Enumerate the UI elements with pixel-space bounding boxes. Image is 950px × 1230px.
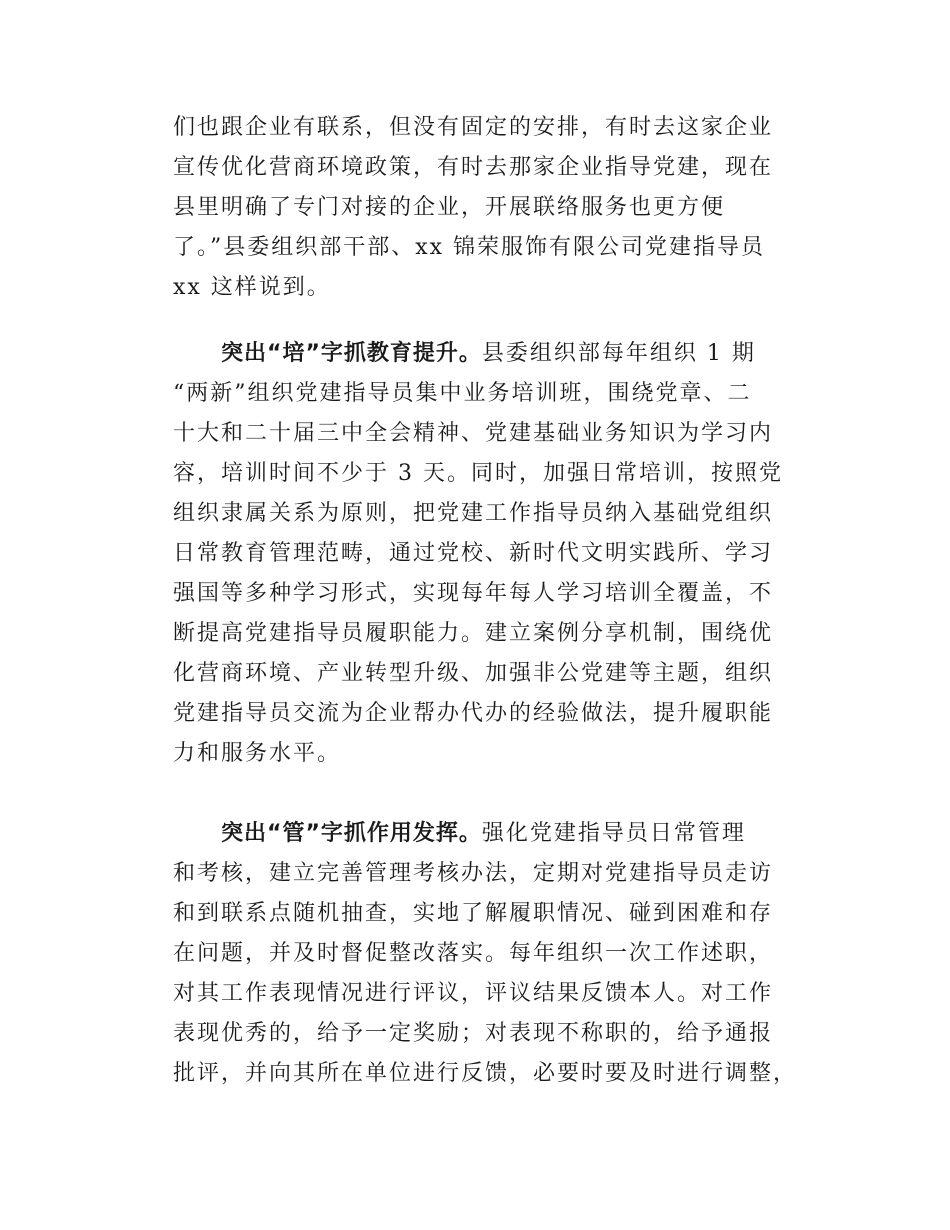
paragraph-lead-rest: 强化党建指导员日常管理 — [481, 821, 746, 846]
text-line: 断提高党建指导员履职能力。建立案例分享机制，围绕优 — [173, 621, 774, 646]
text-line: 对其工作表现情况进行评议，评议结果反馈本人。对工作 — [173, 981, 774, 1006]
text-line: 强国等多种学习形式，实现每年每人学习培训全覆盖，不 — [173, 581, 774, 606]
paragraph-first-line — [173, 814, 805, 854]
paragraph-training — [173, 334, 805, 774]
text-line: 化营商环境、产业转型升级、加强非公党建等主题，组织 — [173, 661, 774, 686]
text-line: 力和服务水平。 — [173, 741, 342, 766]
paragraph-first-line — [173, 334, 805, 374]
text-line: 容，培训时间不少于 3 天。同时，加强日常培训，按照党 — [173, 461, 783, 486]
text-line: 宣传优化营商环境政策，有时去那家企业指导党建，现在 — [173, 155, 774, 180]
paragraph-lead-heading: 突出“管”字抓作用发挥。 — [221, 821, 482, 846]
text-line: 十大和二十届三中全会精神、党建基础业务知识为学习内 — [173, 421, 774, 446]
text-line: 在问题，并及时督促整改落实。每年组织一次工作述职， — [173, 941, 774, 966]
text-line: 批评，并向其所在单位进行反馈，必要时要及时进行调整， — [173, 1061, 798, 1086]
paragraph-management — [173, 814, 805, 1094]
text-line: 了。”县委组织部干部、xx 锦荣服饰有限公司党建指导员 — [173, 235, 766, 260]
text-line: xx 这样说到。 — [173, 275, 331, 300]
text-line: 和到联系点随机抽查，实地了解履职情况、碰到困难和存 — [173, 901, 774, 926]
text-line: 和考核，建立完善管理考核办法，定期对党建指导员走访 — [173, 861, 774, 886]
paragraph-contact-quote — [173, 108, 805, 308]
paragraph-lead-heading: 突出“培”字抓教育提升。 — [221, 341, 482, 366]
text-line: 组织隶属关系为原则，把党建工作指导员纳入基础党组织 — [173, 501, 774, 526]
text-line: 表现优秀的，给予一定奖励；对表现不称职的，给予通报 — [173, 1021, 774, 1046]
text-line: 党建指导员交流为企业帮办代办的经验做法，提升履职能 — [173, 701, 774, 726]
paragraph-lead-rest: 县委组织部每年组织 1 期 — [481, 341, 756, 366]
text-line: “两新”组织党建指导员集中业务培训班，围绕党章、二 — [173, 381, 752, 406]
text-line: 们也跟企业有联系，但没有固定的安排，有时去这家企业 — [173, 115, 774, 140]
text-line: 县里明确了专门对接的企业，开展联络服务也更方便 — [173, 195, 726, 220]
text-line: 日常教育管理范畴，通过党校、新时代文明实践所、学习 — [173, 541, 774, 566]
